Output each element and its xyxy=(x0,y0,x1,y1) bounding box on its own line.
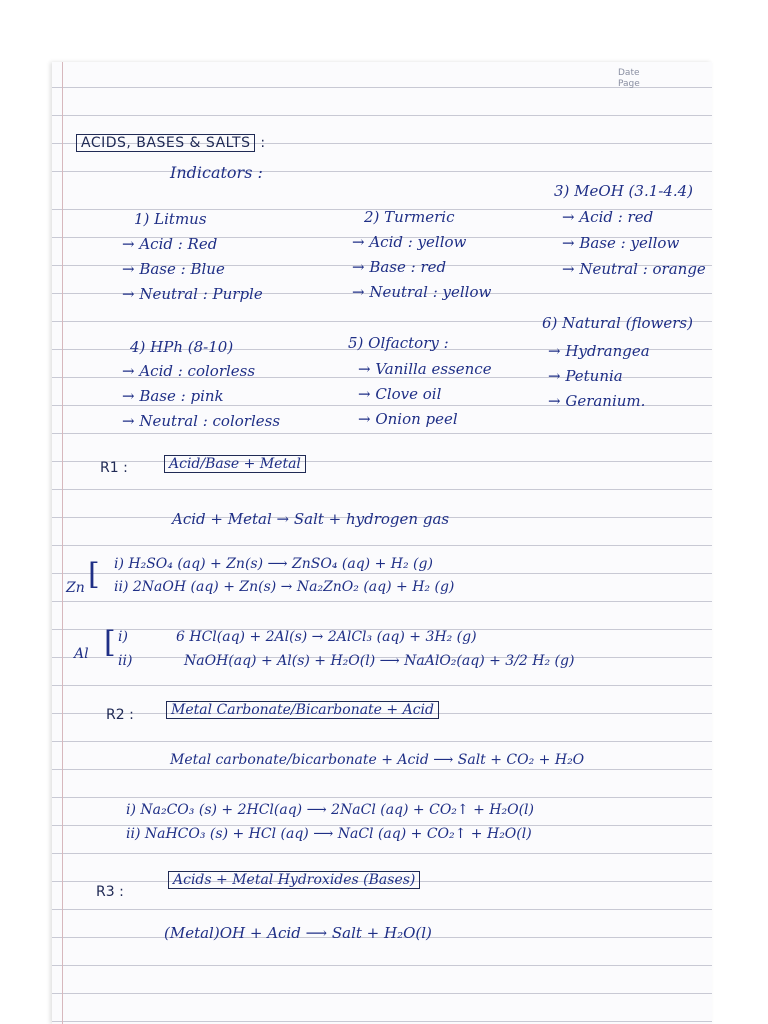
page-label: Page xyxy=(618,79,640,89)
meoh-heading: 3) MeOH (3.1-4.4) xyxy=(554,182,694,200)
hph-neutral: → Neutral : colorless xyxy=(122,412,281,430)
al-equation-2: NaOH(aq) + Al(s) + H₂O(l) ⟶ NaAlO₂(aq) + 3/2 H₂ (g) xyxy=(184,653,575,669)
turmeric-base: → Base : red xyxy=(352,258,447,276)
margin-line xyxy=(62,62,63,1024)
al-equation-1: 6 HCl(aq) + 2Al(s) → 2AlCl₃ (aq) + 3H₂ (g) xyxy=(176,629,477,645)
litmus-heading: 1) Litmus xyxy=(134,210,207,228)
r2-equation-2: ii) NaHCO₃ (s) + HCl (aq) ⟶ NaCl (aq) + CO₂↑ + H₂O(l) xyxy=(126,826,532,842)
zn-equation-1: i) H₂SO₄ (aq) + Zn(s) ⟶ ZnSO₄ (aq) + H₂ (g) xyxy=(114,556,433,572)
r3-label: R3 : xyxy=(96,884,124,900)
r1-general-equation: Acid + Metal → Salt + hydrogen gas xyxy=(172,510,450,528)
hph-heading: 4) HPh (8-10) xyxy=(130,338,234,356)
r3-box: Acids + Metal Hydroxides (Bases) xyxy=(168,871,420,889)
litmus-acid: → Acid : Red xyxy=(122,235,218,253)
turmeric-neutral: → Neutral : yellow xyxy=(352,283,492,301)
date-page-stamp xyxy=(618,68,640,90)
page-title: ACIDS, BASES & SALTS xyxy=(76,134,255,152)
date-label: Date xyxy=(618,68,640,78)
r3-general-equation: (Metal)OH + Acid ⟶ Salt + H₂O(l) xyxy=(164,924,432,942)
al-label: Al xyxy=(74,646,89,662)
al-brace: [ xyxy=(104,625,116,660)
hph-base: → Base : pink xyxy=(122,387,224,405)
olfactory-clove: → Clove oil xyxy=(358,385,442,403)
r2-general-equation: Metal carbonate/bicarbonate + Acid ⟶ Salt + CO₂ + H₂O xyxy=(170,752,585,768)
hph-acid: → Acid : colorless xyxy=(122,362,256,380)
natural-heading: 6) Natural (flowers) xyxy=(542,314,693,332)
indicators-heading: Indicators : xyxy=(170,163,263,182)
zn-equation-2: ii) 2NaOH (aq) + Zn(s) → Na₂ZnO₂ (aq) + H₂ (g) xyxy=(114,579,455,595)
zn-brace: [ xyxy=(88,557,100,592)
r3-box-row xyxy=(168,872,420,888)
r1-box: Acid/Base + Metal xyxy=(164,455,306,473)
r2-box: Metal Carbonate/Bicarbonate + Acid xyxy=(166,701,439,719)
al-num-2: ii) xyxy=(118,653,133,669)
title-row xyxy=(76,135,266,151)
al-num-1: i) xyxy=(118,629,128,645)
r1-box-row xyxy=(164,456,306,472)
meoh-neutral: → Neutral : orange xyxy=(562,260,706,278)
turmeric-acid: → Acid : yellow xyxy=(352,233,467,251)
olfactory-heading: 5) Olfactory : xyxy=(348,334,449,352)
zn-label: Zn xyxy=(66,580,85,596)
litmus-neutral: → Neutral : Purple xyxy=(122,285,263,303)
notebook-page xyxy=(52,62,712,1024)
natural-hydrangea: → Hydrangea xyxy=(548,342,650,360)
meoh-acid: → Acid : red xyxy=(562,208,654,226)
olfactory-vanilla: → Vanilla essence xyxy=(358,360,492,378)
r1-label: R1 : xyxy=(100,460,128,476)
olfactory-onion: → Onion peel xyxy=(358,410,458,428)
natural-petunia: → Petunia xyxy=(548,367,623,385)
r2-box-row xyxy=(166,702,439,718)
r2-label: R2 : xyxy=(106,707,134,723)
litmus-base: → Base : Blue xyxy=(122,260,225,278)
natural-geranium: → Geranium. xyxy=(548,392,646,410)
title-colon: : xyxy=(260,135,266,151)
turmeric-heading: 2) Turmeric xyxy=(364,208,455,226)
meoh-base: → Base : yellow xyxy=(562,234,680,252)
r2-equation-1: i) Na₂CO₃ (s) + 2HCl(aq) ⟶ 2NaCl (aq) + CO₂↑ + H₂O(l) xyxy=(126,802,534,818)
